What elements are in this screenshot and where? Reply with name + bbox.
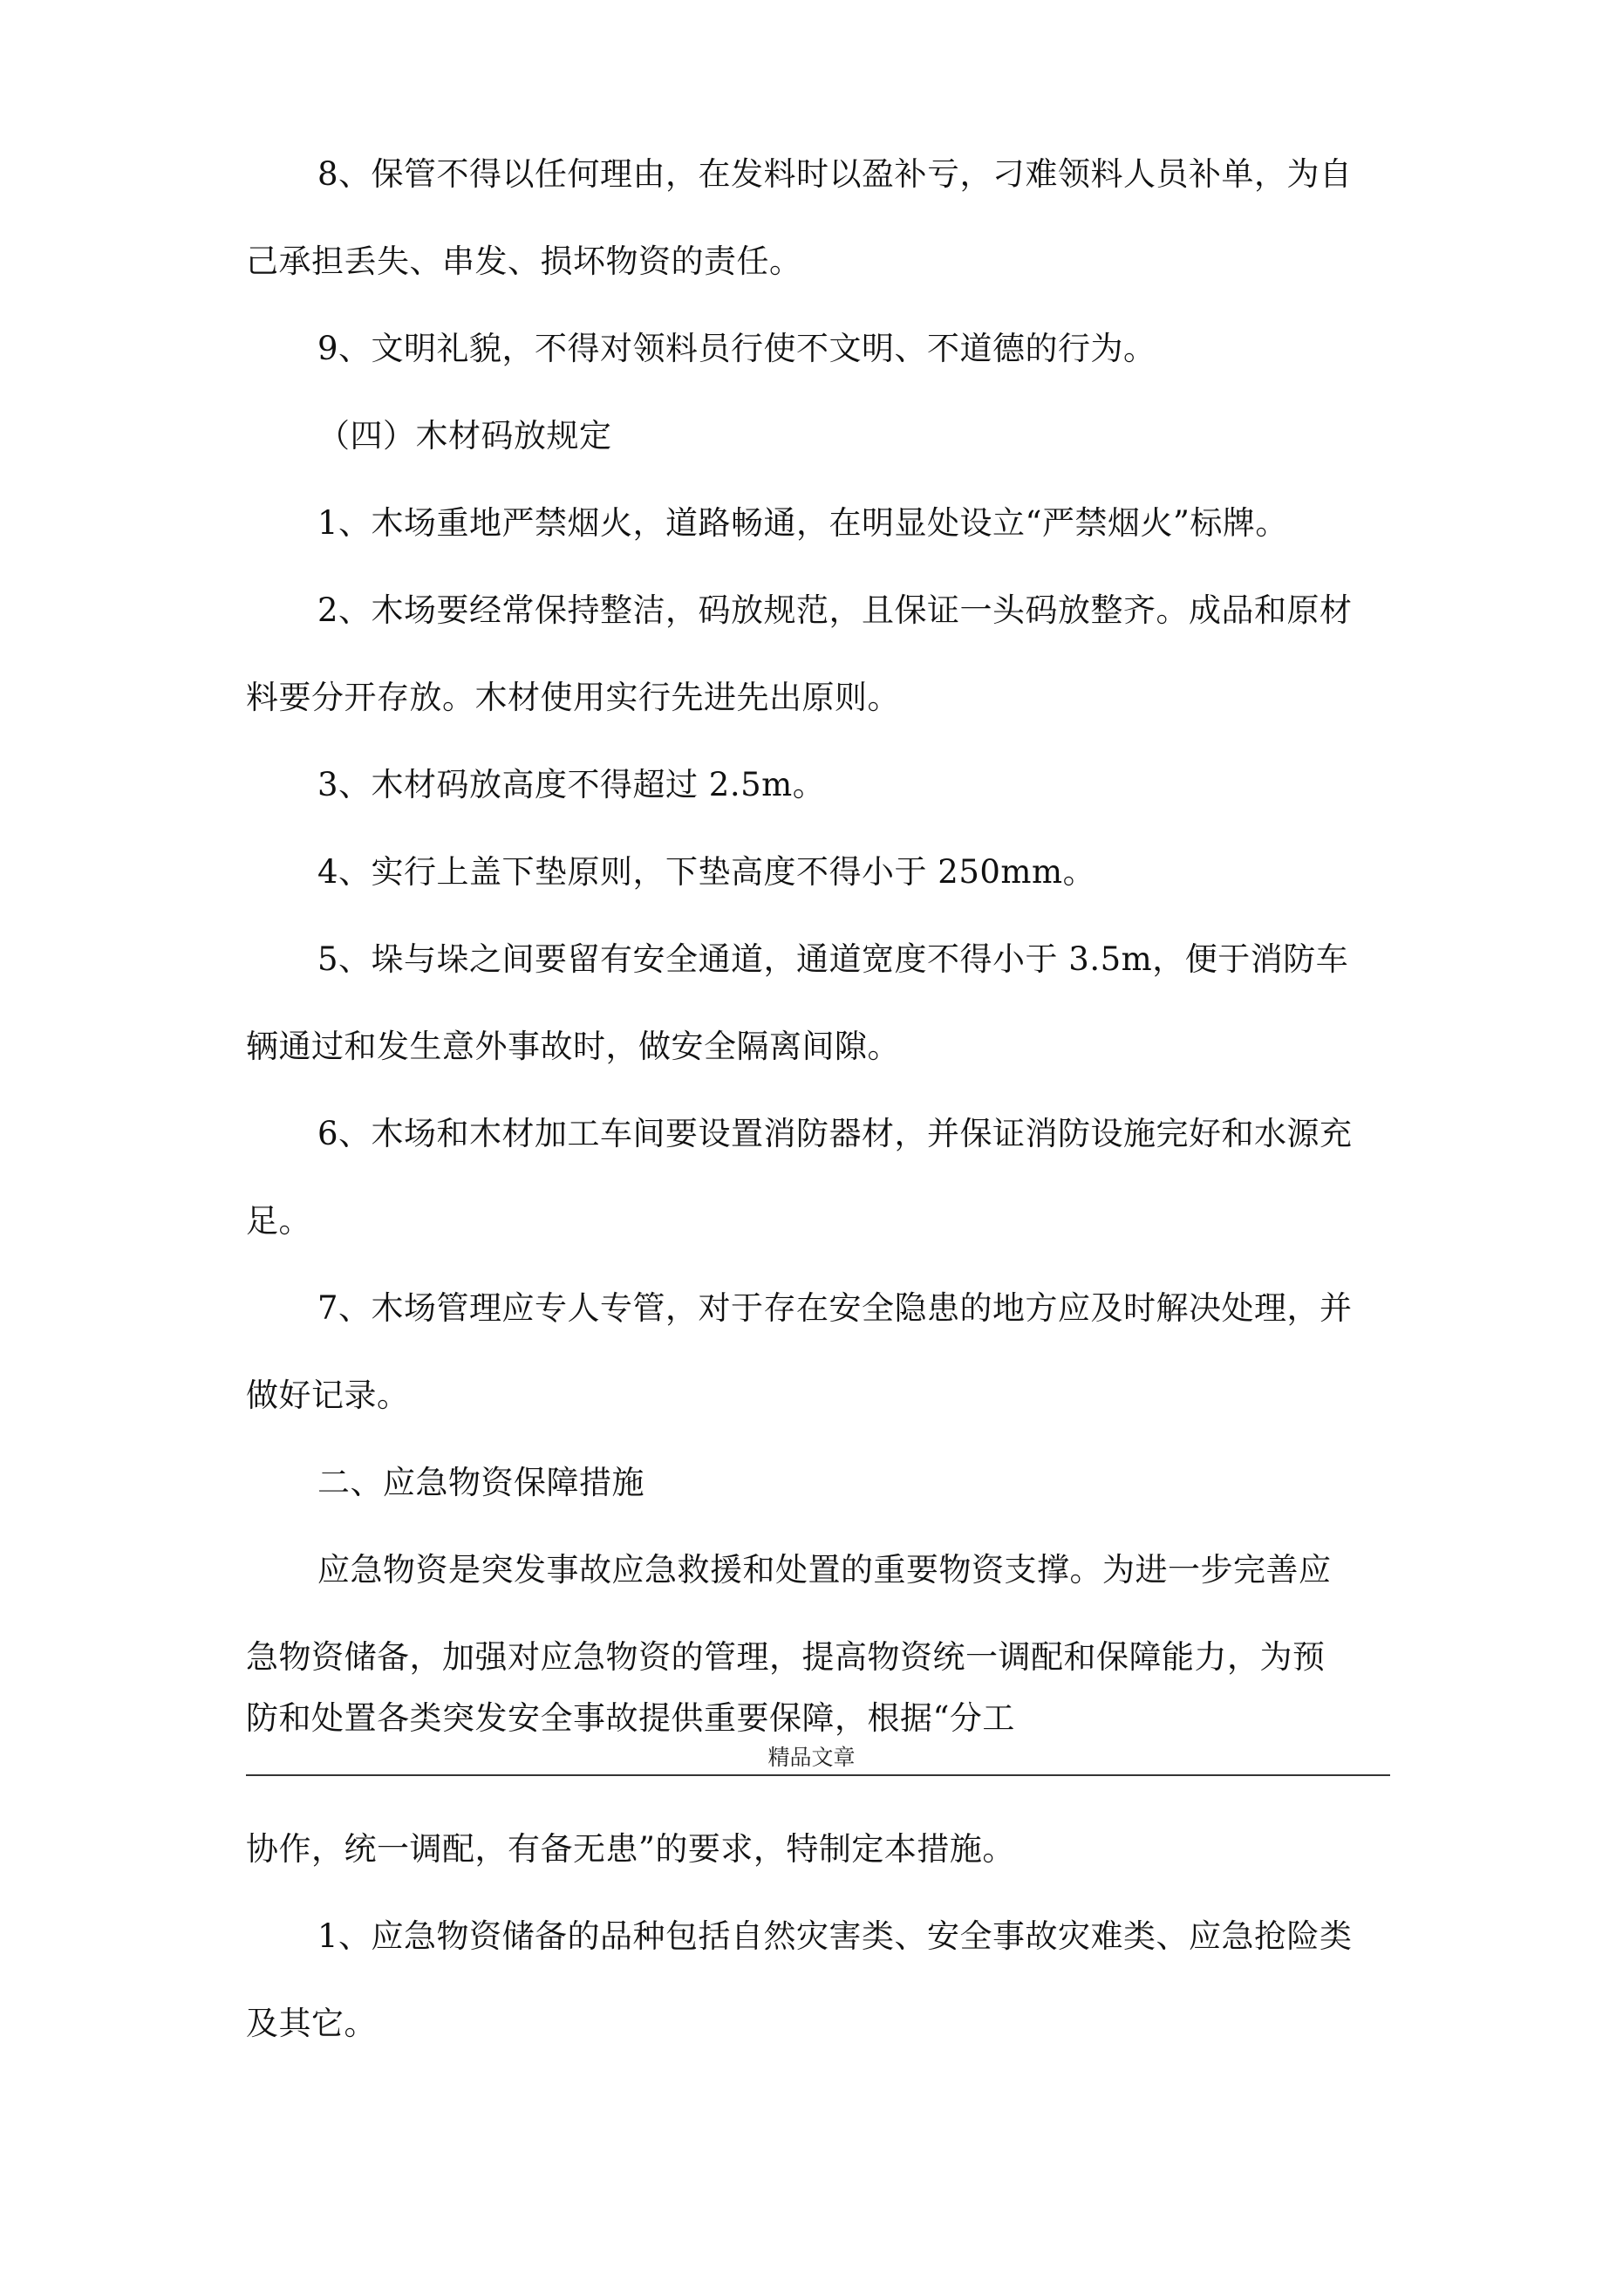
- intro-paragraph-line-2: 急物资储备，加强对应急物资的管理，提高物资统一调配和保障能力，为预: [246, 1638, 1326, 1676]
- wood-rule-5-line-1: 5、垛与垛之间要留有安全通道，通道宽度不得小于 3.5m，便于消防车: [317, 940, 1349, 978]
- wood-rule-6-line-1: 6、木场和木材加工车间要设置消防器材，并保证消防设施完好和水源充: [317, 1115, 1353, 1152]
- paragraph-9: 9、文明礼貌，不得对领料员行使不文明、不道德的行为。: [317, 330, 1156, 367]
- intro-paragraph-line-3: 防和处置各类突发安全事故提供重要保障，根据“分工: [246, 1699, 1015, 1737]
- wood-rule-3: 3、木材码放高度不得超过 2.5m。: [317, 766, 826, 803]
- emergency-item-1-line-1: 1、应急物资储备的品种包括自然灾害类、安全事故灾难类、应急抢险类: [317, 1917, 1353, 1955]
- footer-divider: [246, 1774, 1390, 1776]
- footer-label: 精品文章: [767, 1745, 856, 1770]
- wood-rule-5-line-2: 辆通过和发生意外事故时，做安全隔离间隙。: [246, 1028, 900, 1065]
- paragraph-8-line-2: 己承担丢失、串发、损坏物资的责任。: [246, 243, 802, 280]
- intro-paragraph-line-1: 应急物资是突发事故应急救援和处置的重要物资支撑。为进一步完善应: [317, 1551, 1332, 1589]
- paragraph-8-line-1: 8、保管不得以任何理由，在发料时以盈补亏，刁难领料人员补单，为自: [317, 155, 1353, 193]
- wood-rule-2-line-1: 2、木场要经常保持整洁，码放规范，且保证一头码放整齐。成品和原材: [317, 591, 1353, 629]
- wood-rule-1: 1、木场重地严禁烟火，道路畅通，在明显处设立“严禁烟火”标牌。: [317, 504, 1288, 542]
- wood-rule-4: 4、实行上盖下垫原则，下垫高度不得小于 250mm。: [317, 853, 1096, 891]
- wood-rule-7-line-1: 7、木场管理应专人专管，对于存在安全隐患的地方应及时解决处理，并: [317, 1289, 1353, 1327]
- wood-rule-7-line-2: 做好记录。: [246, 1377, 410, 1414]
- wood-rule-6-line-2: 足。: [246, 1202, 311, 1240]
- intro-paragraph-line-4: 协作，统一调配，有备无患”的要求，特制定本措施。: [246, 1830, 1015, 1868]
- emergency-item-1-line-2: 及其它。: [246, 2005, 377, 2042]
- wood-rule-2-line-2: 料要分开存放。木材使用实行先进先出原则。: [246, 679, 900, 716]
- chapter-heading-emergency-supplies: 二、应急物资保障措施: [317, 1464, 644, 1501]
- section-heading-wood-stacking: （四）木材码放规定: [317, 417, 612, 454]
